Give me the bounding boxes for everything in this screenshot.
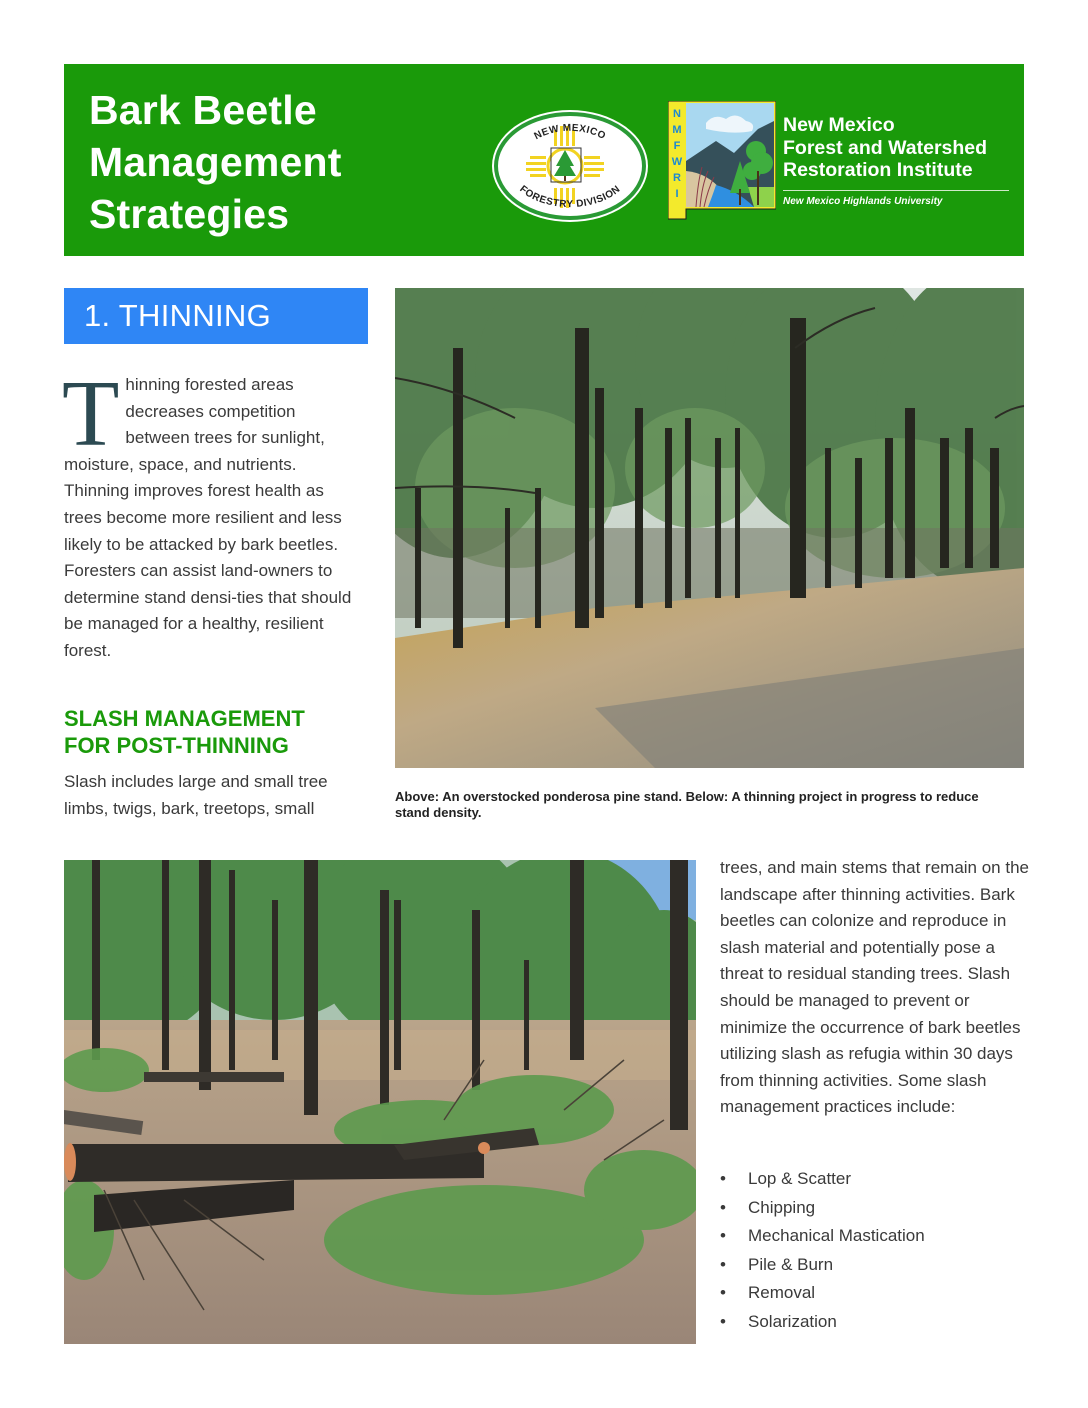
nmfwri-line-1: New Mexico <box>783 114 895 136</box>
title-line-3: Strategies <box>89 191 290 237</box>
svg-text:N: N <box>673 108 681 120</box>
svg-text:R: R <box>673 172 681 184</box>
nmfwri-line-2: Forest and Watershed <box>783 136 988 159</box>
svg-text:M: M <box>672 124 682 136</box>
bullet-icon: • <box>720 1169 726 1188</box>
svg-text:F: F <box>673 140 681 152</box>
forest-photo-icon <box>395 288 1024 768</box>
slash-practices-list <box>720 1165 1020 1336</box>
nm-forestry-division-logo <box>490 108 650 224</box>
svg-text:FORESTRY DIVISION: FORESTRY DIVISION <box>517 183 623 211</box>
bullet-icon: • <box>720 1283 726 1302</box>
list-item: • Lop & Scatter <box>720 1165 1020 1194</box>
sub-heading-line-1: SLASH MANAGEMENT <box>64 706 305 731</box>
svg-text:NEW MEXICO: NEW MEXICO <box>532 122 608 143</box>
thinning-project-photo <box>64 860 696 1344</box>
list-item: • Mechanical Mastication <box>720 1222 1020 1251</box>
slash-paragraph-continued: trees, and main stems that remain on the landscape after thinning activities. Bark beetles can colonize and reproduce in slash material and potentially pose a threat to residual standing trees. Slash should be managed to prevent or minimize the occurrence of bark beetles utilizing slash as refugia within 30 days from thinning activities. Some slash management practices include: <box>720 858 1029 1117</box>
nm-landscape-icon <box>668 101 776 223</box>
nmfwri-name <box>783 114 987 182</box>
header-banner <box>64 64 1024 256</box>
list-item: • Solarization <box>720 1308 1020 1337</box>
intro-paragraph <box>62 362 364 665</box>
drop-cap: T <box>62 362 120 466</box>
bullet-icon: • <box>720 1226 726 1245</box>
list-item: • Pile & Burn <box>720 1251 1020 1280</box>
nmfwri-line-3: Restoration Institute <box>783 159 973 181</box>
list-item: • Chipping <box>720 1194 1020 1223</box>
overstocked-stand-photo <box>395 288 1024 768</box>
bullet-icon: • <box>720 1254 726 1274</box>
page-title <box>89 84 342 240</box>
bullet-icon: • <box>720 1197 726 1217</box>
slash-management-heading <box>64 705 364 759</box>
zia-tree-emblem-icon <box>490 108 650 224</box>
svg-text:W: W <box>671 156 683 168</box>
bullet-icon: • <box>720 1311 726 1331</box>
section-heading: 1. THINNING <box>84 298 272 333</box>
section-heading-bar <box>64 288 368 344</box>
list-item: • Removal <box>720 1279 1020 1308</box>
felled-logs-photo-icon <box>64 860 696 1344</box>
slash-paragraph-start: Slash includes large and small tree limbs, twigs, bark, treetops, small <box>64 772 328 818</box>
title-line-2: Management <box>89 139 342 185</box>
university-name: New Mexico Highlands University <box>783 196 943 207</box>
photo-caption: Above: An overstocked ponderosa pine stand. Below: A thinning project in progress to reduce stand density. <box>395 789 979 820</box>
intro-text: hinning forested areas decreases competition between trees for sunlight, moisture, space, and nutrients. Thinning improves forest health as trees become more resilient and less likely to be attacked by bark beetles. Foresters can assist land-owners to determine stand densi-ties that should be managed for a healthy, resilient forest. <box>64 375 352 660</box>
title-line-1: Bark Beetle <box>89 87 317 133</box>
svg-text:I: I <box>675 188 679 200</box>
sub-heading-line-2: FOR POST-THINNING <box>64 733 289 758</box>
divider <box>783 190 1009 191</box>
nmfwri-logo <box>668 101 776 223</box>
